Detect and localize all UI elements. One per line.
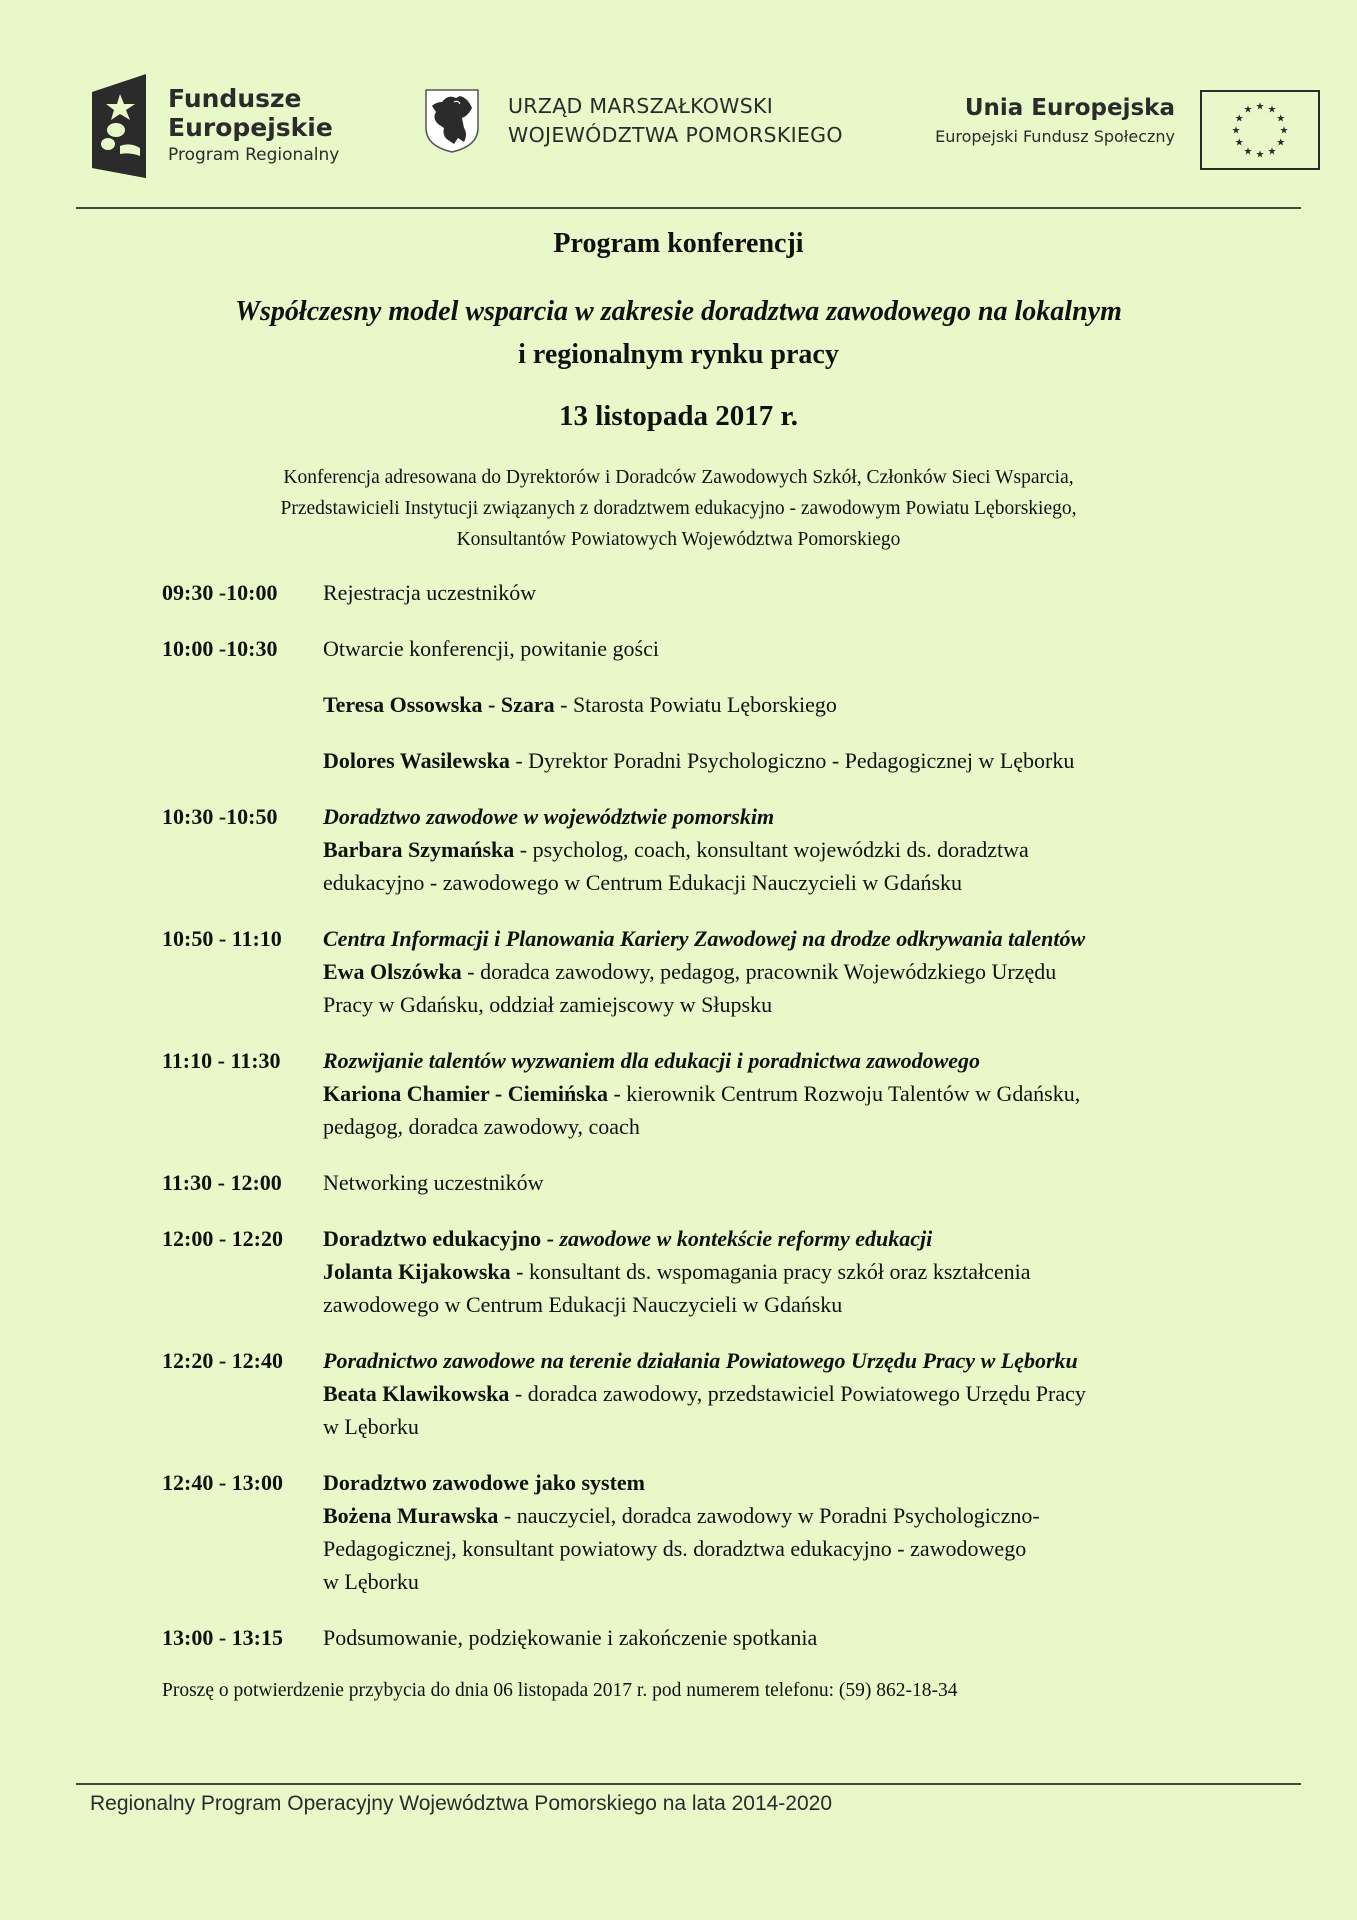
conference-date: 13 listopada 2017 r. bbox=[558, 400, 799, 432]
griffin-coat-of-arms-icon bbox=[424, 88, 480, 154]
speaker-name: Kariona Chamier - Ciemińska bbox=[323, 1081, 608, 1106]
ue-logo-line2: Europejski Fundusz Społeczny bbox=[935, 127, 1175, 146]
rsvp-note: Proszę o potwierdzenie przybycia do dnia 06 listopada 2017 r. pod numerem telefonu: (59) 862-18-34 bbox=[162, 1680, 958, 1701]
fundusze-europejskie-logo bbox=[90, 72, 339, 180]
speaker-role-cont: Pracy w Gdańsku, oddział zamiejscowy w Słupsku bbox=[323, 992, 773, 1017]
agenda-time: 12:00 - 12:20 bbox=[162, 1226, 283, 1251]
eu-flag-icon bbox=[1200, 90, 1320, 170]
speaker-role-cont: pedagog, doradca zawodowy, coach bbox=[323, 1114, 640, 1139]
eu-star: ★ bbox=[1255, 101, 1265, 113]
agenda-item bbox=[162, 576, 1222, 609]
page-title: Program konferencji bbox=[553, 228, 804, 259]
agenda-title: Otwarcie konferencji, powitanie gości bbox=[323, 636, 659, 661]
um-logo-line2: WOJEWÓDZTWA POMORSKIEGO bbox=[508, 123, 843, 147]
conference-subtitle-line1: Współczesny model wsparcia w zakresie doradztwa zawodowego na lokalnym bbox=[235, 296, 1122, 327]
speaker-name: Jolanta Kijakowska bbox=[323, 1259, 511, 1284]
agenda-time: 10:00 -10:30 bbox=[162, 636, 278, 661]
agenda-title-italic: zawodowe w kontekście reformy edukacji bbox=[559, 1226, 933, 1251]
eu-star: ★ bbox=[1276, 137, 1286, 149]
speaker-role: - konsultant ds. wspomagania pracy szkół oraz kształcenia bbox=[510, 1259, 1031, 1284]
agenda-title: Rozwijanie talentów wyzwaniem dla edukacji i poradnictwa zawodowego bbox=[323, 1048, 981, 1073]
speaker-role-cont: w Lęborku bbox=[323, 1414, 419, 1439]
agenda-item bbox=[162, 1344, 1222, 1443]
speaker-role: - nauczyciel, doradca zawodowy w Poradni Psychologiczno- bbox=[498, 1503, 1040, 1528]
agenda-time: 13:00 - 13:15 bbox=[162, 1625, 283, 1650]
speaker-name: Beata Klawikowska bbox=[323, 1381, 510, 1406]
speaker-role: - Dyrektor Poradni Psychologiczno - Pedagogicznej w Lęborku bbox=[509, 748, 1075, 773]
agenda-item bbox=[162, 922, 1222, 1021]
eu-star: ★ bbox=[1276, 113, 1286, 125]
speaker-role-cont: w Lęborku bbox=[323, 1569, 419, 1594]
logo-header bbox=[0, 0, 1357, 207]
agenda-time: 10:30 -10:50 bbox=[162, 804, 278, 829]
fe-logo-line2: Europejskie bbox=[168, 113, 333, 142]
ue-logo-line1: Unia Europejska bbox=[964, 95, 1175, 121]
agenda-title: Centra Informacji i Planowania Kariery Zawodowej na drodze odkrywania talentów bbox=[323, 926, 1086, 951]
eu-star: ★ bbox=[1234, 113, 1244, 125]
agenda-item bbox=[162, 1166, 1222, 1199]
fe-logo-line3: Program Regionalny bbox=[168, 145, 340, 165]
speaker-role-cont: zawodowego w Centrum Edukacji Nauczycieli w Gdańsku bbox=[323, 1292, 843, 1317]
conference-subtitle-line2: i regionalnym rynku pracy bbox=[518, 339, 839, 370]
eu-star: ★ bbox=[1231, 125, 1241, 137]
agenda-time: 11:30 - 12:00 bbox=[162, 1170, 282, 1195]
unia-europejska-logo bbox=[920, 92, 1175, 150]
footer-divider bbox=[76, 1783, 1301, 1785]
eu-star: ★ bbox=[1243, 146, 1253, 158]
eu-star: ★ bbox=[1267, 104, 1277, 116]
agenda-time: 12:40 - 13:00 bbox=[162, 1470, 283, 1495]
eu-star: ★ bbox=[1234, 137, 1244, 149]
agenda-item bbox=[162, 632, 1222, 777]
fe-star-icon bbox=[90, 72, 148, 180]
agenda-title-bold: Doradztwo edukacyjno - bbox=[323, 1226, 560, 1251]
speaker bbox=[323, 688, 1222, 721]
agenda-item bbox=[162, 1222, 1222, 1321]
speaker bbox=[323, 744, 1222, 777]
agenda-time: 11:10 - 11:30 bbox=[162, 1048, 281, 1073]
speaker-role: - Starosta Powiatu Lęborskiego bbox=[554, 692, 837, 717]
speaker-name: Barbara Szymańska bbox=[323, 837, 515, 862]
um-logo-line1: URZĄD MARSZAŁKOWSKI bbox=[508, 94, 774, 118]
intro-line: Konferencja adresowana do Dyrektorów i Doradców Zawodowych Szkół, Członków Sieci Wsparcia, bbox=[283, 467, 1074, 488]
eu-star: ★ bbox=[1255, 149, 1265, 161]
speaker-name: Bożena Murawska bbox=[323, 1503, 499, 1528]
speaker-name: Dolores Wasilewska bbox=[323, 748, 510, 773]
urzad-marszalkowski-logo bbox=[424, 88, 843, 154]
agenda-title: Doradztwo zawodowe w województwie pomorskim bbox=[323, 804, 775, 829]
agenda-item bbox=[162, 1044, 1222, 1143]
speaker-role: - doradca zawodowy, pedagog, pracownik Wojewódzkiego Urzędu bbox=[461, 959, 1057, 984]
intro-line: Konsultantów Powiatowych Województwa Pomorskiego bbox=[456, 529, 901, 550]
audience-intro bbox=[0, 462, 1357, 555]
agenda-title: Rejestracja uczestników bbox=[323, 580, 537, 605]
speaker-role-cont: edukacyjno - zawodowego w Centrum Edukacji Nauczycieli w Gdańsku bbox=[323, 870, 963, 895]
agenda bbox=[162, 576, 1222, 1677]
speaker-name: Ewa Olszówka bbox=[323, 959, 462, 984]
speaker-role: - kierownik Centrum Rozwoju Talentów w Gdańsku, bbox=[607, 1081, 1081, 1106]
agenda-time: 10:50 - 11:10 bbox=[162, 926, 282, 951]
eu-star: ★ bbox=[1243, 104, 1253, 116]
agenda-item bbox=[162, 800, 1222, 899]
eu-star: ★ bbox=[1279, 125, 1289, 137]
eu-star: ★ bbox=[1267, 146, 1277, 158]
footer-text: Regionalny Program Operacyjny Województwa Pomorskiego na lata 2014-2020 bbox=[90, 1792, 833, 1815]
agenda-title: Podsumowanie, podziękowanie i zakończenie spotkania bbox=[323, 1625, 818, 1650]
header-divider bbox=[76, 207, 1301, 209]
speaker-role: - doradca zawodowy, przedstawiciel Powiatowego Urzędu Pracy bbox=[509, 1381, 1086, 1406]
agenda-time: 09:30 -10:00 bbox=[162, 580, 278, 605]
agenda-item bbox=[162, 1466, 1222, 1598]
agenda-title: Doradztwo zawodowe jako system bbox=[323, 1470, 646, 1495]
speaker-name: Teresa Ossowska - Szara bbox=[323, 692, 555, 717]
agenda-title: Networking uczestników bbox=[323, 1170, 544, 1195]
agenda-title: Poradnictwo zawodowe na terenie działania Powiatowego Urzędu Pracy w Lęborku bbox=[323, 1348, 1078, 1373]
speaker-role: - psycholog, coach, konsultant wojewódzki ds. doradztwa bbox=[514, 837, 1029, 862]
eu-stars bbox=[1202, 92, 1318, 168]
intro-line: Przedstawicieli Instytucji związanych z doradztwem edukacyjno - zawodowym Powiatu Lęborskiego, bbox=[280, 498, 1077, 519]
speaker-role-cont: Pedagogicznej, konsultant powiatowy ds. doradztwa edukacyjno - zawodowego bbox=[323, 1536, 1027, 1561]
agenda-item bbox=[162, 1621, 1222, 1654]
agenda-time: 12:20 - 12:40 bbox=[162, 1348, 283, 1373]
fe-logo-line1: Fundusze bbox=[168, 84, 302, 113]
